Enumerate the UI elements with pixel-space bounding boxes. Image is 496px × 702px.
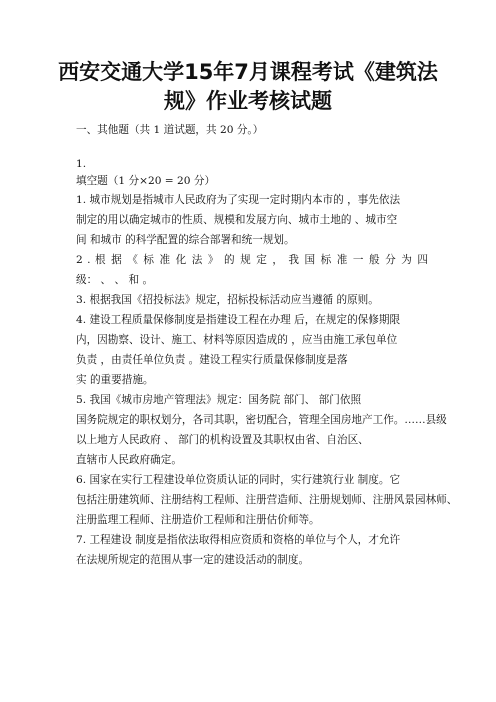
body-line: 以上地方人民政府 、 部门的机构设置及其职权由省、自治区、 <box>76 434 369 446</box>
body-line: 国务院规定的职权划分，各司其职，密切配合，管理全国房地产工作。……县级 <box>76 414 447 426</box>
body-line: 级： 、 、 和 。 <box>76 274 154 286</box>
title-line-1: 西安交通大学15年7月课程考试《建筑法 <box>58 60 438 84</box>
body-line: 制定的用以确定城市的性质、规模和发展方向、城市土地的 、城市空 <box>76 214 398 226</box>
body-line: 2 . 根 据 《 标 准 化 法 》 的 规 定 ， 我 国 标 准 一 般 分 为 四 <box>76 254 428 266</box>
body-line: 在法规所规定的范围从事一定的建设活动的制度。 <box>76 554 310 566</box>
section-header: 一、其他题（共 1 道试题，共 20 分。） <box>76 124 264 136</box>
body-line: 1. 城市规划是指城市人民政府为了实现一定时期内本市的 ，事先依法 <box>76 194 401 206</box>
body-line: 间 和城市 的科学配置的综合部署和统一规划。 <box>76 234 295 246</box>
body-line: 6. 国家在实行工程建设单位资质认证的同时，实行建筑行业 制度。它 <box>76 474 401 486</box>
question-type: 填空题（1 分×20 = 20 分） <box>76 175 216 187</box>
body-line: 实 的重要措施。 <box>76 374 154 386</box>
body-line: 5. 我国《城市房地产管理法》规定：国务院 部门、 部门依照 <box>76 394 362 406</box>
title-line-2: 规》作业考核试题 <box>164 89 332 113</box>
body-line: 注册监理工程师、注册造价工程师和注册估价师等。 <box>76 514 320 526</box>
body-line: 负责 ，由责任单位负责 。建设工程实行质量保修制度是落 <box>76 354 348 366</box>
body-line: 4. 建设工程质量保修制度是指建设工程在办理 后，在规定的保修期限 <box>76 314 401 326</box>
body-line: 7. 工程建设 制度是指依法取得相应资质和资格的单位与个人，才允许 <box>76 534 401 546</box>
question-number: 1. <box>76 158 87 170</box>
body-line: 直辖市人民政府确定。 <box>76 454 182 466</box>
body-line: 包括注册建筑师、注册结构工程师、注册营造师、注册规划师、注册风景园林师、 <box>76 494 458 506</box>
document-title <box>40 58 456 116</box>
body-line: 内，因勘察、设计、施工、材料等原因造成的 ，应当由施工承包单位 <box>76 334 398 346</box>
body-line: 3. 根据我国《招投标法》规定，招标投标活动应当遵循 的原则。 <box>76 294 379 306</box>
